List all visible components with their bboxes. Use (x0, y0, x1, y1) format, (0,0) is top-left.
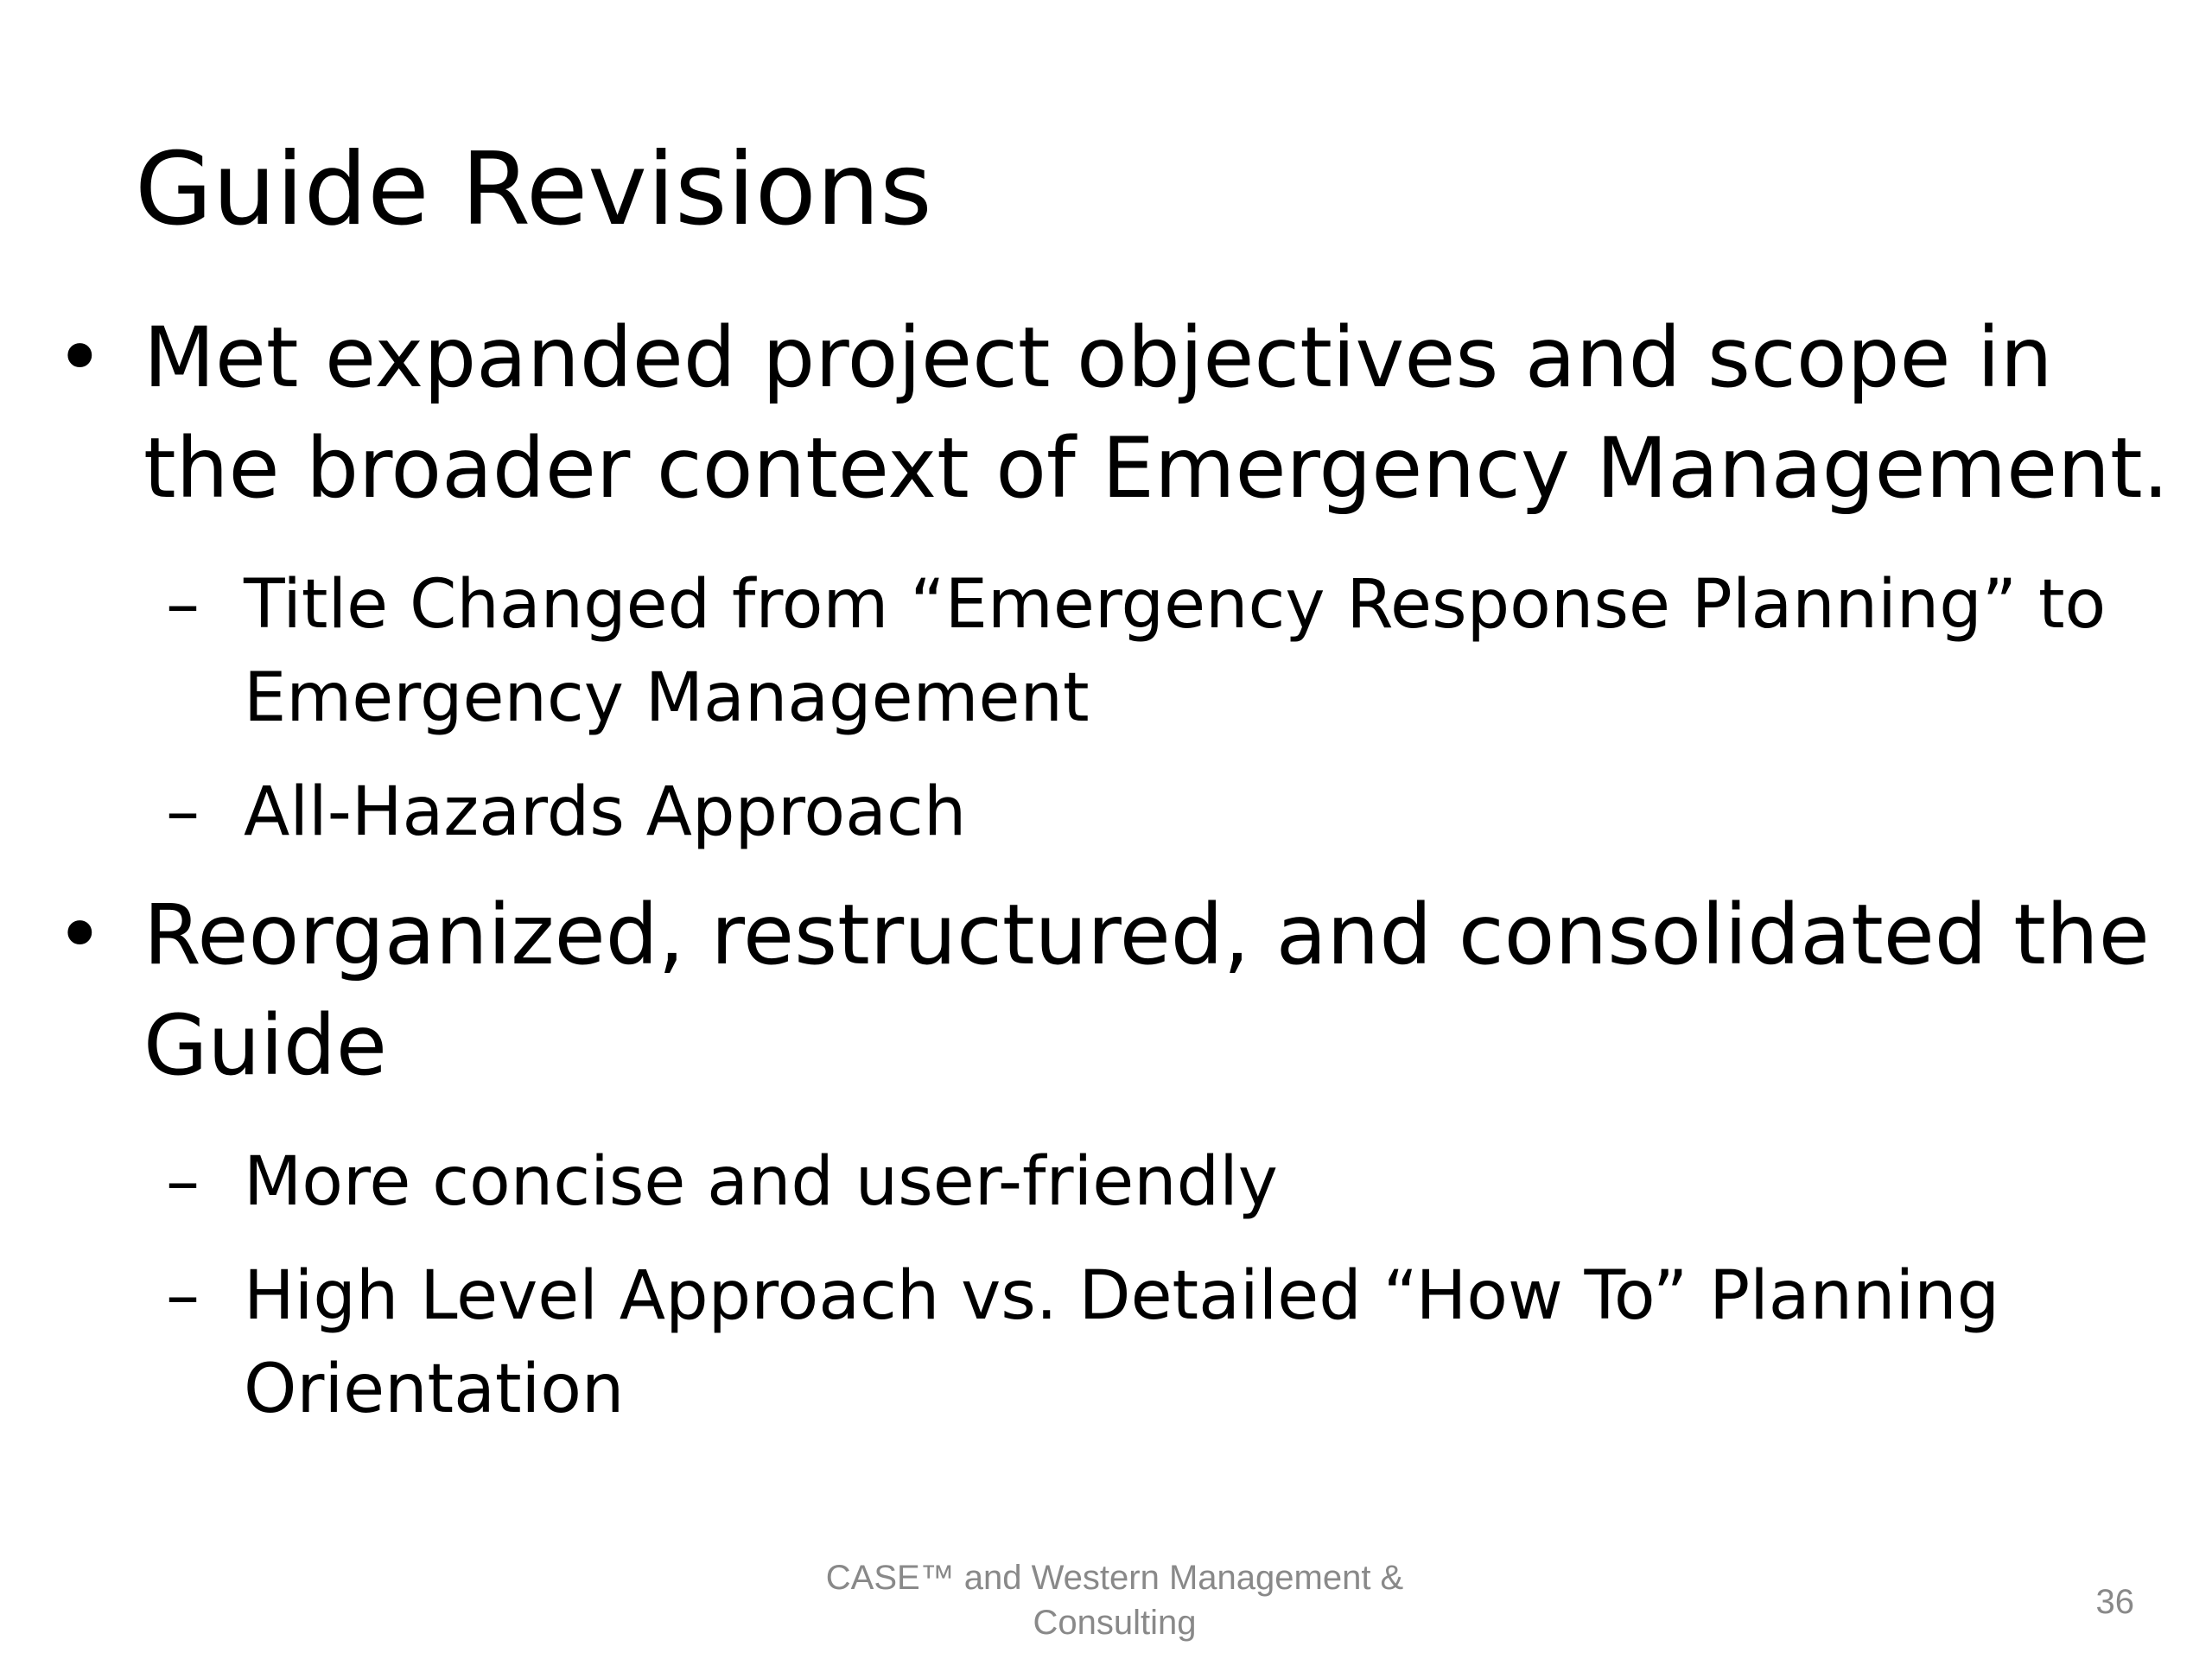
sub-bullet-marker: – (166, 773, 200, 851)
sub-bullet-marker: – (166, 1257, 200, 1335)
sub-bullet-text: High Level Approach vs. Detailed “How To” Planning Orientation (244, 1257, 2000, 1428)
sub-bullet-text: More concise and user-friendly (244, 1143, 1278, 1221)
sub-bullet-item (166, 766, 2188, 859)
sub-bullet-item (166, 1249, 2188, 1436)
slide-footer: CASE™ and Western Management & Consulting (825, 1559, 1404, 1642)
sub-bullet-text: All-Hazards Approach (244, 773, 967, 851)
slide-title: Guide Revisions (135, 131, 932, 248)
page-number: 36 (2095, 1583, 2134, 1621)
bullet-marker: • (55, 309, 105, 406)
sub-bullet-marker: – (166, 566, 200, 644)
sub-bullet-text: Title Changed from “Emergency Response Planning” to Emergency Management (244, 566, 2107, 737)
slide-body (0, 302, 2212, 1457)
bullet-marker: • (55, 887, 105, 983)
sub-bullet-marker: – (166, 1143, 200, 1221)
bullet-item (55, 880, 2174, 1101)
bullet-text: Reorganized, restructured, and consolidated the Guide (143, 887, 2150, 1094)
bullet-item (55, 302, 2174, 524)
sub-bullet-item (166, 1135, 2188, 1229)
sub-bullet-item (166, 558, 2188, 745)
bullet-text: Met expanded project objectives and scope in the broader context of Emergency Management. (143, 309, 2170, 517)
